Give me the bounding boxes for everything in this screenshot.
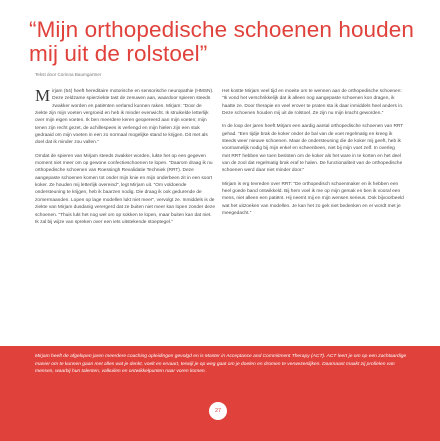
right-column <box>222 88 404 224</box>
article-title: “Mijn orthopedische schoenen houden mij uit de rolstoel” <box>29 17 415 66</box>
drop-cap: M <box>35 86 51 105</box>
paragraph: Mirjam is erg tevreden over RRT: “De orthopedisch schoenmaker en ik hebben een heel goede band ontwikkeld. Bij hem voel ik me op mijn gemak en ben ik vooral een mens, niet alleen een patiënt. Hij neemt mij en mijn wensen serieus. Ook bijvoorbeeld wat het uitzoeken van modellen. Je kan het zo gek niet bedenken en er wordt met je meegedacht.” <box>222 181 404 217</box>
left-column <box>35 88 215 232</box>
paragraph: Het kostte Mirjam veel tijd en moeite om te wennen aan de orthopedische schoenen: “Ik vond het verschrikkelijk dat ik alleen nog aangepaste schoenen kon dragen, ik haatte ze. Door therapie en veel erover te praten sta ik daar inmiddels heel anders in. Deze schoenen houden mij uit de rolstoel. Ze zijn nu mijn kracht geworden.” <box>222 89 404 117</box>
paragraph: In de loop der jaren heeft Mirjam een aardig aantal orthopedische schoenen van RRT gehad. “Een tijdje brak de koker onder de bal van de voet regelmatig en kreeg ik steeds weer nieuwe schoenen. Maar de ondersteuning die de koker mij geeft, heb ik voornamelijk nodig bij mijn enkel en scheenbeen, niet bij mijn voet zelf. In overleg met RRT hebben we toen besloten om de koker als het ware in te korten en het deel van de zool dat regelmatig brak eraf te halen. De functionaliteit van de orthopedische schoenen werd daar niet minder door.” <box>222 124 404 174</box>
page-number: 27 <box>209 402 227 420</box>
author-bio: Mirjam heeft de afgelopen jaren meerdere coaching opleidingen gevolgd en is Master in Acceptance and Commitment Therapy (ACT). ACT leert je om op een zachtaardige manier om te kunnen gaan met alles wat je denkt, voelt en ervaart, terwijl je op weg gaat om je doelen en dromen te verwezenlijken. Daarnaast maakt zij profielen van mensen, waarbij hun talenten, valkuilen en ontwikkelpunten naar voren komen. <box>35 354 407 375</box>
paragraph-intro <box>35 88 215 147</box>
footer-banner <box>0 346 440 441</box>
paragraph-intro-text: irjam (54) heeft hereditaire motorische en sensorische neuropathie (HMSN). Deze zeldzame spierziekte tast de zenuwen aan, waardoor spieren steeds zwakker worden en patiënten verlamd kunnen raken. Mirjam: “Door de ziekte zijn mijn voeten vergroeid en heb ik minder evenwicht. Ik struikelde letterlijk over mijn eigen voeten. Ik ben meerdere keren geopereerd aan mijn voeten; mijn tenen zijn recht gezet, de achillespees is verlengd en mijn hielen zijn een stuk gedraaid om mijn voeten in een zo normaal mogelijke stand te krijgen. Dit met als doel dat ik minder zou vallen.” <box>35 89 214 146</box>
byline: Tekst door Corinna Baumgartner <box>35 72 102 77</box>
paragraph: Omdat de spieren van Mirjam steeds zwakker worden, lukte het op een gegeven moment niet meer om op gewone confectieschoenen te lopen. “Daarom draag ik nu orthopedische schoenen van Roessingh Revalidatie Techniek (RRT). Deze aangepaste schoenen komen tot onder mijn knie en mijn onderbeen zit in een soort koker. Ze houden mij letterlijk overeind”, legt Mirjam uit. “Om voldoende ondersteuning te krijgen, heb ik baarzen nodig. Die draag ik ook gedurende de zomermaanden. Lopen op lage modellen lukt niet meer”, vervolgt ze. Inmiddels is de ziekte van Mirjam dusdanig verergerd dat ze buiten niet meer kan lopen zonder deze schoenen. “Thuis lukt het nog wel om op sokken te lopen, maar buiten kan dat niet. Ik zal bij wijze van spreken over een iets uitstekende stoeptegel.” <box>35 153 215 225</box>
